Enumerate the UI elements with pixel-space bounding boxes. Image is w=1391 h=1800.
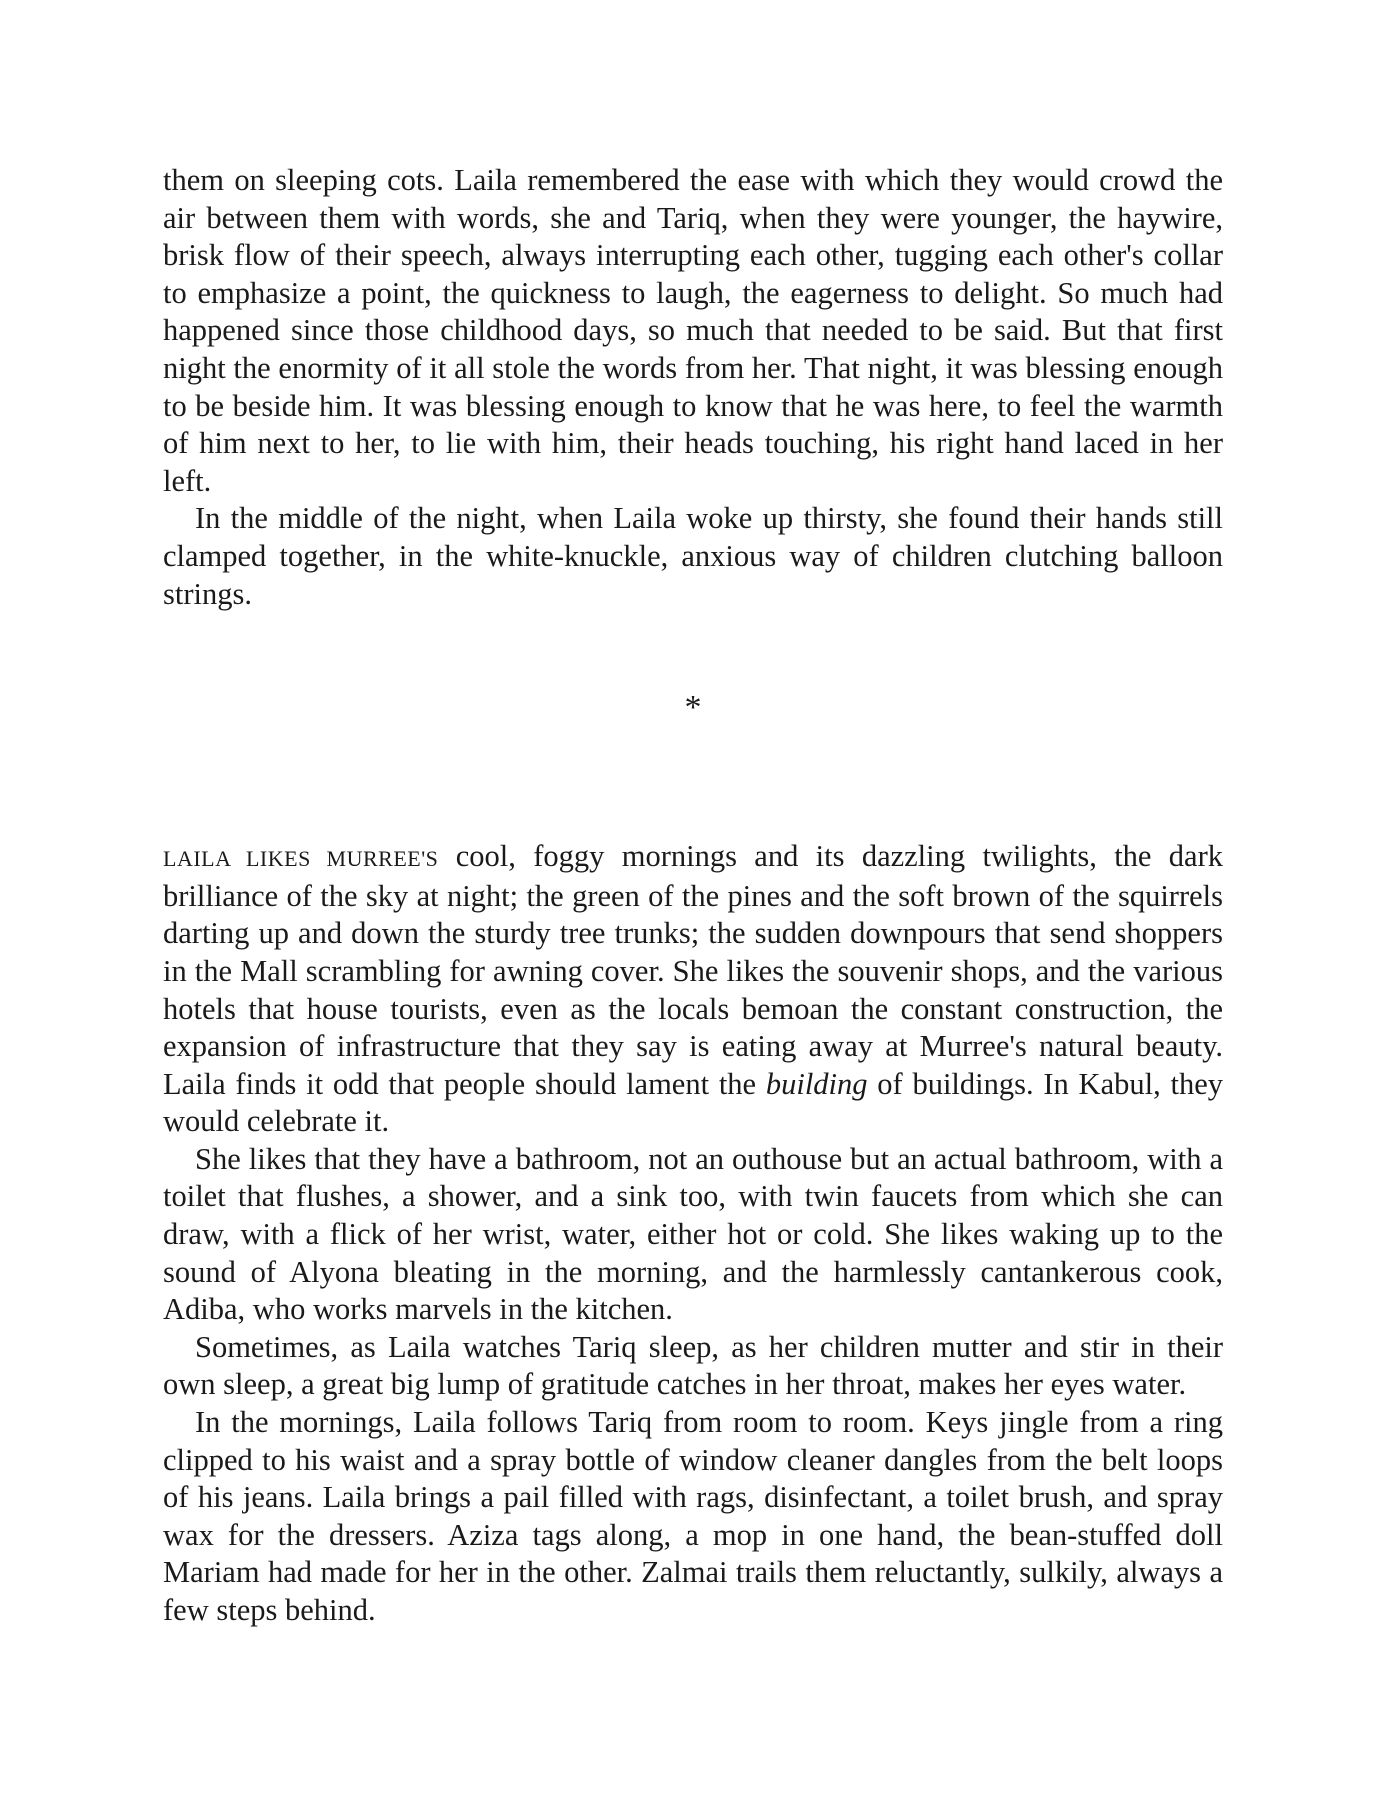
paragraph-continued: them on sleeping cots. Laila remembered the ease with which they would crowd the air between them with words, she and Tariq, when they were younger, the haywire, brisk flow of their speech, always interrupting each other, tugging each other's collar to emphasize a point, the quickness to laugh, the eagerness to delight. So much had happened since those childhood days, so much that needed to be said. But that first night the enormity of it all stole the words from her. That night, it was blessing enough to be beside him. It was blessing enough to know that he was here, to feel the warmth of him next to her, to lie with him, their heads touching, his right hand laced in her left. [163,163,1223,498]
paragraph-murree-opening [163,838,1223,1141]
paragraph-murree-end: of buildings. In Kabul, they would celebrate it. [163,1066,1223,1139]
book-page [163,162,1223,1630]
chapter-lead-smallcaps: LAILA LIKES MURREE'S [163,846,439,872]
paragraph-night-hands: In the middle of the night, when Laila woke up thirsty, she found their hands still clamped together, in the white-knuckle, anxious way of children clutching balloon strings. [163,501,1223,611]
section-break [163,613,1223,838]
paragraph-gratitude: Sometimes, as Laila watches Tariq sleep, as her children mutter and stir in their own sleep, a great big lump of gratitude catches in her throat, makes her eyes water. [163,1329,1223,1402]
paragraph-mornings: In the mornings, Laila follows Tariq from room to room. Keys jingle from a ring clipped to his waist and a spray bottle of window cleaner dangles from the belt loops of his jeans. Laila brings a pail filled with rags, disinfectant, a toilet brush, and spray wax for the dressers. Aziza tags along, a mop in one hand, the bean-stuffed doll Mariam had made for her in the other. Zalmai trails them reluctantly, sulkily, always a few steps behind. [163,1405,1223,1627]
section-separator-asterisk: * [684,689,702,727]
paragraph-murree-body: cool, foggy mornings and its dazzling twilights, the dark brilliance of the sky at night; the green of the pines and the soft brown of the squirrels darting up and down the sturdy tree trunks; the sudden downpours that send shoppers in the Mall scrambling for awning cover. She likes the souvenir shops, and the various hotels that house tourists, even as the locals bemoan the constant construction, the expansion of infrastructure that they say is eating away at Murree's natural beauty. Laila finds it odd that people should lament the [163,839,1224,1101]
paragraph-bathroom: She likes that they have a bathroom, not an outhouse but an actual bathroom, with a toilet that flushes, a shower, and a sink too, with twin faucets from which she can draw, with a flick of her wrist, water, either hot or cold. She likes waking up to the sound of Alyona bleating in the morning, and the harmlessly cantankerous cook, Adiba, who works marvels in the kitchen. [163,1141,1223,1327]
italic-word-building: building [765,1066,868,1101]
